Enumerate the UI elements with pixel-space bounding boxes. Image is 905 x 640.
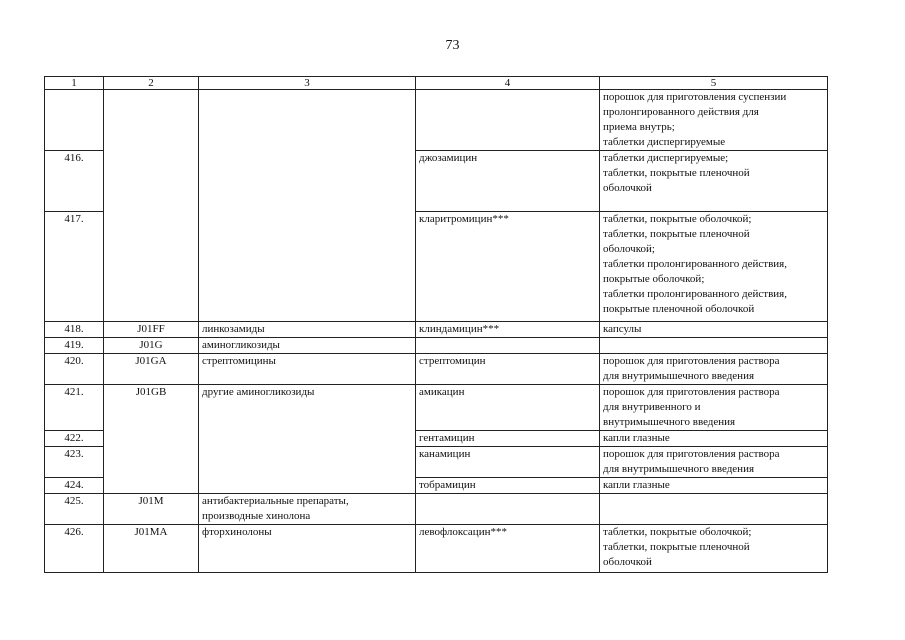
row-number: 422. bbox=[45, 431, 104, 447]
header-col-3: 3 bbox=[199, 77, 416, 90]
row-number: 424. bbox=[45, 478, 104, 494]
dosage-form: капсулы bbox=[600, 322, 828, 338]
atc-code: J01GA bbox=[104, 354, 199, 385]
drug-name: стрептомицин bbox=[416, 354, 600, 385]
table-row bbox=[45, 494, 828, 525]
drug-name: амикацин bbox=[416, 385, 600, 431]
dosage-form bbox=[600, 494, 828, 525]
header-col-2: 2 bbox=[104, 77, 199, 90]
drug-name: клиндамицин*** bbox=[416, 322, 600, 338]
drug-name: тобрамицин bbox=[416, 478, 600, 494]
group-name bbox=[199, 90, 416, 322]
table-row bbox=[45, 385, 828, 431]
row-number: 419. bbox=[45, 338, 104, 354]
drug-name bbox=[416, 90, 600, 151]
atc-code: J01M bbox=[104, 494, 199, 525]
drug-name: кларитромицин*** bbox=[416, 212, 600, 322]
row-number: 426. bbox=[45, 525, 104, 573]
drug-name bbox=[416, 338, 600, 354]
atc-code bbox=[104, 90, 199, 322]
group-name: стрептомицины bbox=[199, 354, 416, 385]
row-number: 425. bbox=[45, 494, 104, 525]
dosage-form: капли глазные bbox=[600, 431, 828, 447]
medication-table bbox=[44, 76, 828, 573]
atc-code: J01FF bbox=[104, 322, 199, 338]
row-number: 417. bbox=[45, 212, 104, 322]
header-col-1: 1 bbox=[45, 77, 104, 90]
row-number: 423. bbox=[45, 447, 104, 478]
atc-code: J01GB bbox=[104, 385, 199, 494]
group-name: линкозамиды bbox=[199, 322, 416, 338]
drug-name: джозамицин bbox=[416, 151, 600, 212]
header-col-4: 4 bbox=[416, 77, 600, 90]
dosage-form: таблетки диспергируемые; таблетки, покрытые пленочной оболочкой bbox=[600, 151, 828, 212]
table-row bbox=[45, 90, 828, 151]
dosage-form: таблетки, покрытые оболочкой; таблетки, покрытые пленочной оболочкой bbox=[600, 525, 828, 573]
table-row bbox=[45, 354, 828, 385]
header-row bbox=[45, 77, 828, 90]
drug-name bbox=[416, 494, 600, 525]
drug-name: гентамицин bbox=[416, 431, 600, 447]
dosage-form: порошок для приготовления раствора для внутримышечного введения bbox=[600, 447, 828, 478]
dosage-form: порошок для приготовления раствора для внутримышечного введения bbox=[600, 354, 828, 385]
group-name: аминогликозиды bbox=[199, 338, 416, 354]
page-number: 73 bbox=[445, 38, 460, 53]
dosage-form: порошок для приготовления раствора для внутривенного и внутримышечного введения bbox=[600, 385, 828, 431]
header-col-5: 5 bbox=[600, 77, 828, 90]
drug-name: канамицин bbox=[416, 447, 600, 478]
row-number: 418. bbox=[45, 322, 104, 338]
row-number: 420. bbox=[45, 354, 104, 385]
dosage-form: порошок для приготовления суспензии пролонгированного действия для приема внутрь; таблетки диспергируемые bbox=[600, 90, 828, 151]
atc-code: J01G bbox=[104, 338, 199, 354]
table-row bbox=[45, 525, 828, 573]
group-name: фторхинолоны bbox=[199, 525, 416, 573]
dosage-form: капли глазные bbox=[600, 478, 828, 494]
dosage-form bbox=[600, 338, 828, 354]
table-row bbox=[45, 322, 828, 338]
group-name: антибактериальные препараты, производные хинолона bbox=[199, 494, 416, 525]
row-number: 421. bbox=[45, 385, 104, 431]
table-row bbox=[45, 338, 828, 354]
atc-code: J01MA bbox=[104, 525, 199, 573]
group-name: другие аминогликозиды bbox=[199, 385, 416, 494]
row-number bbox=[45, 90, 104, 151]
dosage-form: таблетки, покрытые оболочкой; таблетки, покрытые пленочной оболочкой; таблетки пролонгированного действия, покрытые оболочкой; таблетки пролонгированного действия, покрытые пленочной оболочкой bbox=[600, 212, 828, 322]
drug-name: левофлоксацин*** bbox=[416, 525, 600, 573]
row-number: 416. bbox=[45, 151, 104, 212]
